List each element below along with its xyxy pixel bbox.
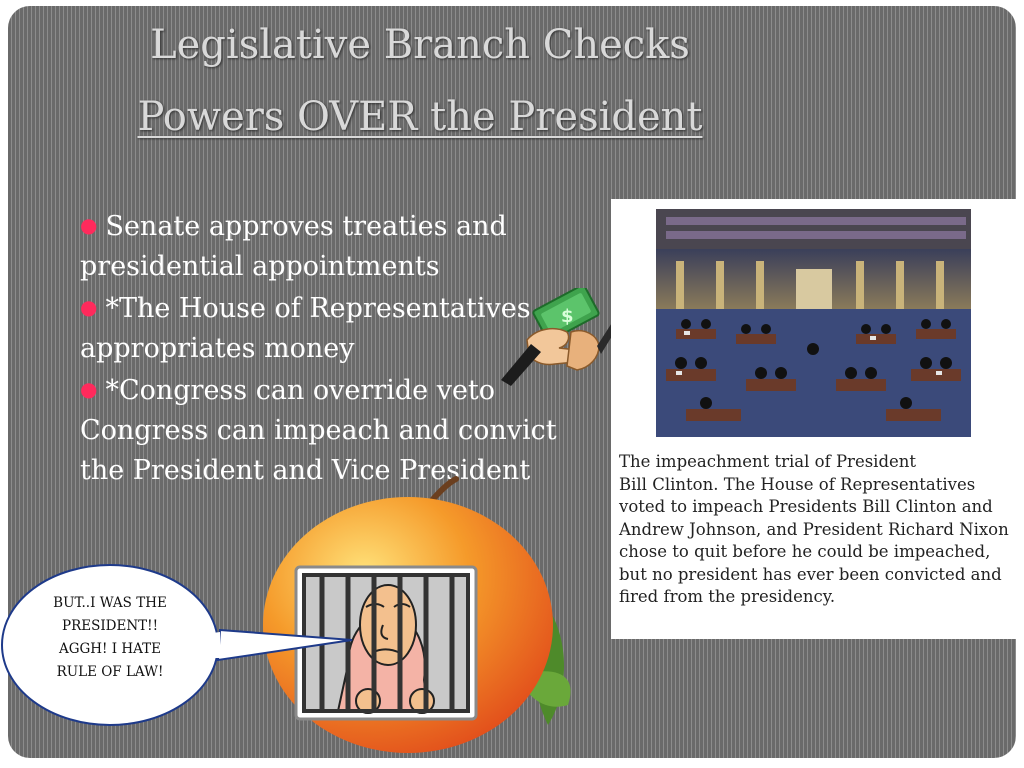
bullet-item: ● *The House of Representatives appropriates money: [80, 293, 531, 364]
bullet-item: ● Senate approves treaties and presidential appointments: [80, 211, 507, 282]
photo-panel: [611, 199, 1016, 639]
senate-chamber-photo: [656, 209, 971, 437]
slide-title: Legislative Branch Checks: [150, 22, 690, 68]
money-hand-image: [497, 288, 617, 388]
bullet-marker-icon: ●: [80, 377, 98, 401]
bullet-item: ● *Congress can override veto: [80, 375, 496, 406]
dollar-sign: $: [561, 306, 574, 327]
bullet-marker-icon: ●: [80, 295, 98, 319]
photo-caption: The impeachment trial of President Bill Clinton. The House of Representatives voted to impeach Presidents Bill Clinton and Andrew Johnson, and President Richard Nixon chose to quit before he could be impeached, but no president has ever been convicted and fired from the presidency.: [619, 452, 1009, 606]
slide-subtitle: Powers OVER the President: [137, 94, 703, 140]
speech-bubble-text: BUT..I WAS THE PRESIDENT!! AGGH! I HATE RULE OF LAW!: [53, 595, 167, 680]
bullet-marker-icon: ●: [80, 213, 98, 237]
bullet-item: Congress can impeach and convict the President and Vice President: [80, 415, 557, 486]
